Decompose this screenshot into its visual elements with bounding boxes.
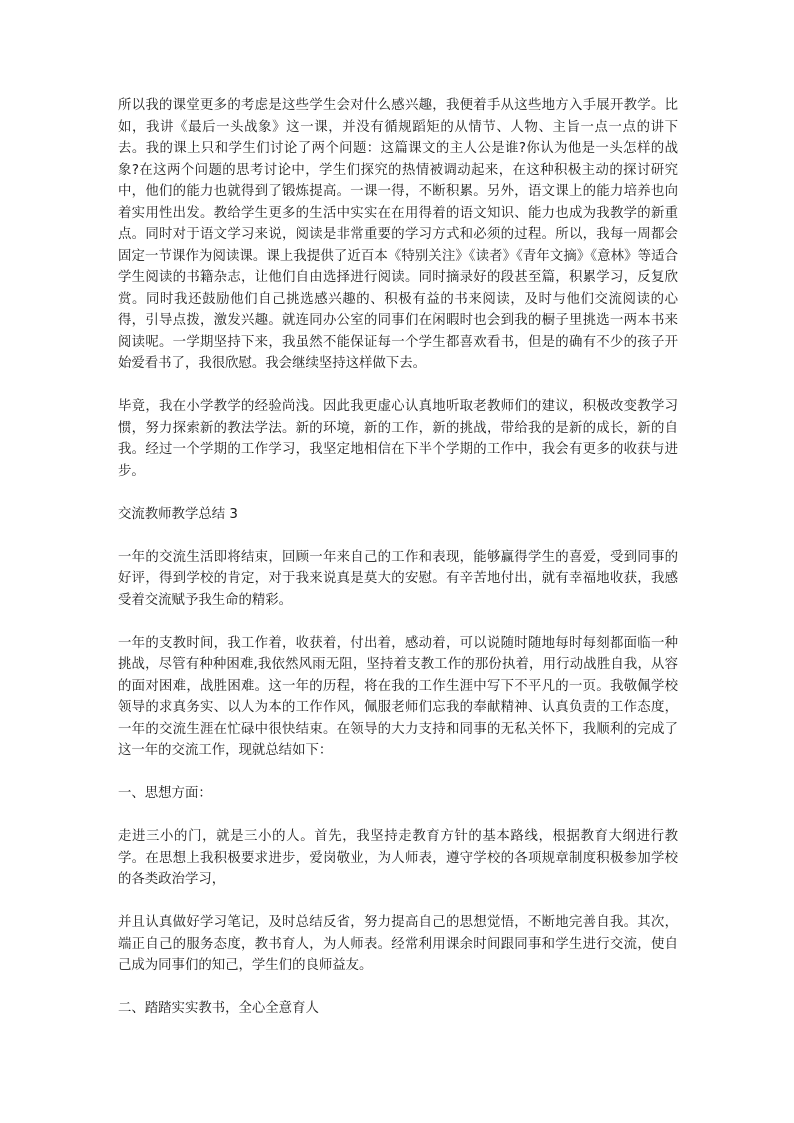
heading-teaching: 二、踏踏实实教书，全心全意育人 [118,1001,319,1016]
paragraph-classroom-interest: 所以我的课堂更多的考虑是这些学生会对什么感兴趣，我便着手从这些地方入手展开教学。比如，我讲《最后一头战象》这一课，并没有循规蹈矩的从情节、人物、主旨一点一点的讲下去。我的课上只和学生们讨论了两个问题：这篇课文的主人公是谁?你认为他是一头怎样的战象?在这两个问题的思考讨论中，学生们探究的热情被调动起来，在这种积极主动的探讨研究中，他们的能力也就得到了锻炼提高。一课一得，不断积累。另外，语文课上的能力培养也向着实用性出发。教给学生更多的生活中实实在在用得着的语文知识、能力也成为我教学的新重点。同时对于语文学习来说，阅读是非常重要的学习方式和必须的过程。所以，我每一周都会固定一节课作为阅读课。课上我提供了近百本《特别关注》《读者》《青年文摘》《意林》等适合学生阅读的书籍杂志，让他们自由选择进行阅读。同时摘录好的段甚至篇，积累学习，反复欣赏。同时我还鼓励他们自己挑选感兴趣的、积极有益的书来阅读，及时与他们交流阅读的心得，引导点拨，激发兴趣。就连同办公室的同事们在闲暇时也会到我的橱子里挑选一两本书来阅读呢。一学期坚持下来，我虽然不能保证每一个学生都喜欢看书，但是的确有不少的孩子开始爱看书了，我很欣慰。我会继续坚持这样做下去。 [118,98,678,371]
paragraph-year-review: 一年的交流生活即将结束，回顾一年来自己的工作和表现，能够赢得学生的喜爱，受到同事的好评，得到学校的肯定，对于我来说真是莫大的安慰。有辛苦地付出，就有幸福地收获，我感受着交流赋予我生命的精彩。 [118,549,678,608]
section-title: 交流教师教学总结 3 [118,506,238,522]
paragraph-experience: 毕竟，我在小学教学的经验尚浅。因此我更虚心认真地听取老教师们的建议，积极改变教学习惯，努力探索新的教法学法。新的环境，新的工作，新的挑战，带给我的是新的成长，新的自我。经过一个学期的工作学习，我坚定地相信在下半个学期的工作中，我会有更多的收获与进步。 [118,399,678,479]
document-page [118,95,678,1041]
paragraph-teaching-year: 一年的支教时间，我工作着，收获着，付出着，感动着，可以说随时随地每时每刻都面临一种挑战，尽管有种种困难,我依然风雨无阻，坚持着支教工作的那份执着，用行动战胜自我，从容的面对困难，战胜困难。这一年的历程，将在我的工作生涯中写下不平凡的一页。我敬佩学校领导的求真务实、以人为本的工作作风，佩服老师们忘我的奉献精神、认真负责的工作态度，一年的交流生涯在忙碌中很快结束。在领导的大力支持和同事的无私关怀下，我顺利的完成了这一年的交流工作，现就总结如下： [118,635,678,758]
paragraph-thought-1: 走进三小的门，就是三小的人。首先，我坚持走教育方针的基本路线，根据教育大纲进行教学。在思想上我积极要求进步，爱岗敬业，为人师表，遵守学校的各项规章制度积极参加学校的各类政治学习， [118,829,678,887]
heading-thought: 一、思想方面： [118,786,212,801]
paragraph-thought-2: 并且认真做好学习笔记，及时总结反省，努力提高自己的思想觉悟，不断地完善自我。其次，端正自己的服务态度，教书育人，为人师表。经常利用课余时间跟同事和学生进行交流，使自己成为同事们的知己，学生们的良师益友。 [118,915,678,973]
